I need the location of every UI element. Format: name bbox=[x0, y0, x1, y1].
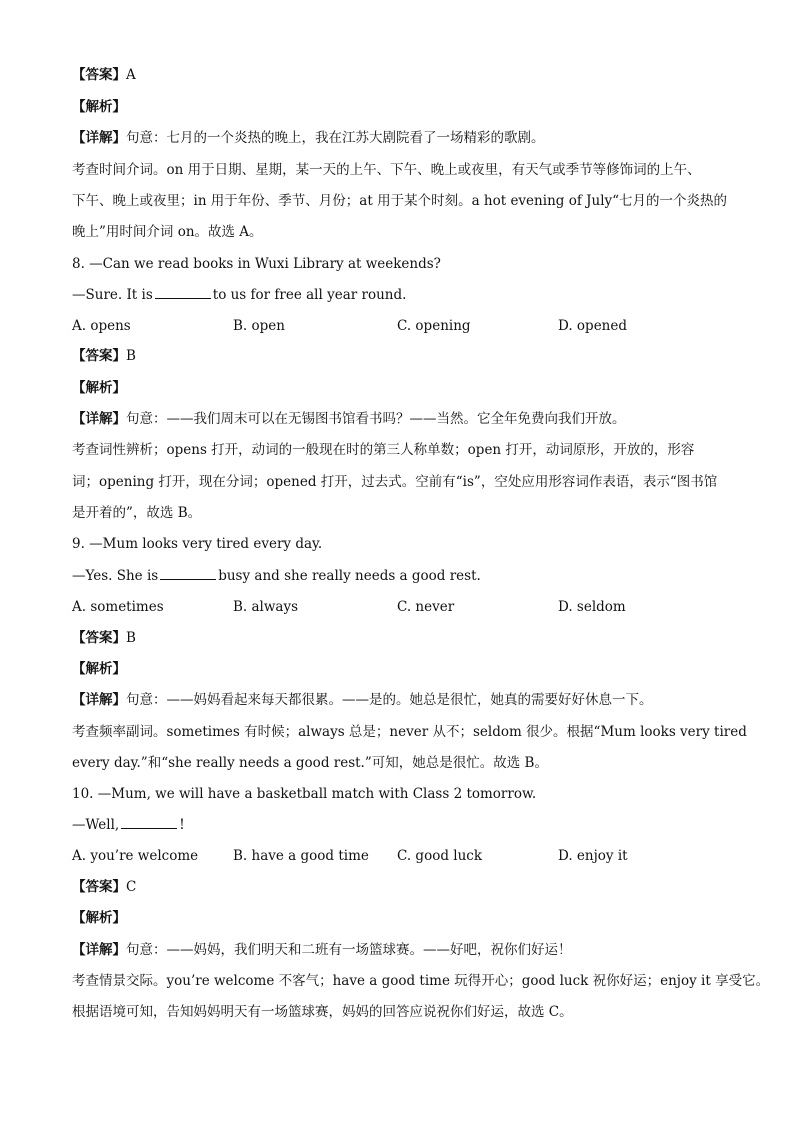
question-9: 9. —Mum looks very tired every day. bbox=[72, 536, 323, 552]
answer-label: 【答案】 bbox=[72, 630, 126, 646]
question-8-response bbox=[72, 285, 722, 305]
answer-line-10 bbox=[72, 877, 722, 897]
response-before: —Yes. She is bbox=[72, 568, 159, 584]
option-c: C. opening bbox=[397, 318, 471, 334]
response-before: —Sure. It is bbox=[72, 287, 153, 303]
option-d: D. opened bbox=[558, 318, 628, 334]
detail-text: 句意：——妈妈，我们明天和二班有一场篮球赛。——好吧，祝你们好运！ bbox=[126, 942, 572, 958]
explanation-line: 是开着的”，故选 B。 bbox=[72, 505, 202, 521]
detail-label: 【详解】 bbox=[72, 692, 126, 708]
option-c: C. never bbox=[397, 599, 455, 615]
explanation-line: 晚上”用时间介词 on。故选 A。 bbox=[72, 224, 263, 240]
detail-label: 【详解】 bbox=[72, 130, 126, 146]
detail-line-9 bbox=[72, 690, 722, 710]
analysis-label-9 bbox=[72, 659, 722, 679]
answer-blank bbox=[121, 816, 177, 829]
analysis-label: 【解析】 bbox=[72, 380, 126, 396]
answer-label: 【答案】 bbox=[72, 67, 126, 83]
analysis-label-7 bbox=[72, 97, 722, 117]
analysis-label: 【解析】 bbox=[72, 910, 126, 926]
answer-line-9 bbox=[72, 628, 722, 648]
explanation-line: 考查时间介词。on 用于日期、星期，某一天的上午、下午、晚上或夜里，有天气或季节等修饰词的上午、 bbox=[72, 162, 701, 178]
answer-value: B bbox=[126, 630, 136, 646]
option-c: C. good luck bbox=[397, 848, 483, 864]
response-after: to us for free all year round. bbox=[212, 287, 407, 303]
detail-line-8 bbox=[72, 409, 722, 429]
analysis-label-10 bbox=[72, 908, 722, 928]
option-a: A. you’re welcome bbox=[72, 848, 199, 864]
option-a: A. opens bbox=[72, 318, 131, 334]
analysis-label-8 bbox=[72, 378, 722, 398]
detail-label: 【详解】 bbox=[72, 411, 126, 427]
answer-blank bbox=[160, 567, 216, 580]
answer-line-8 bbox=[72, 346, 722, 366]
answer-line-7 bbox=[72, 65, 722, 85]
option-d: D. enjoy it bbox=[558, 848, 628, 864]
question-10-response bbox=[72, 815, 722, 835]
explanation-line: 考查情景交际。you’re welcome 不客气；have a good time 玩得开心；good luck 祝你好运；enjoy it 享受它。 bbox=[72, 973, 770, 989]
answer-label: 【答案】 bbox=[72, 879, 126, 895]
detail-text: 句意：七月的一个炎热的晚上，我在江苏大剧院看了一场精彩的歌剧。 bbox=[126, 130, 545, 146]
explanation-line: 考查词性辨析；opens 打开，动词的一般现在时的第三人称单数；open 打开，动词原形，开放的，形容 bbox=[72, 442, 695, 458]
detail-text: 句意：——妈妈看起来每天都很累。——是的。她总是很忙，她真的需要好好休息一下。 bbox=[126, 692, 653, 708]
response-before: —Well, bbox=[72, 817, 120, 833]
explanation-line: 考查频率副词。sometimes 有时候；always 总是；never 从不；seldom 很少。根据“Mum looks very tired bbox=[72, 724, 747, 740]
response-after: busy and she really needs a good rest. bbox=[218, 568, 481, 584]
question-8: 8. —Can we read books in Wuxi Library at weekends? bbox=[72, 256, 441, 272]
detail-line-7 bbox=[72, 128, 722, 148]
option-b: B. have a good time bbox=[233, 848, 369, 864]
detail-line-10 bbox=[72, 940, 722, 960]
answer-value: B bbox=[126, 348, 136, 364]
response-after: ! bbox=[179, 817, 185, 833]
detail-label: 【详解】 bbox=[72, 942, 126, 958]
answer-label: 【答案】 bbox=[72, 348, 126, 364]
option-a: A. sometimes bbox=[72, 599, 164, 615]
explanation-line: 根据语境可知，告知妈妈明天有一场篮球赛，妈妈的回答应说祝你们好运，故选 C。 bbox=[72, 1004, 573, 1020]
question-10: 10. —Mum, we will have a basketball match with Class 2 tomorrow. bbox=[72, 786, 537, 802]
explanation-line: 下午、晚上或夜里；in 用于年份、季节、月份；at 用于某个时刻。a hot evening of July“七月的一个炎热的 bbox=[72, 193, 728, 209]
analysis-label: 【解析】 bbox=[72, 661, 126, 677]
option-d: D. seldom bbox=[558, 599, 626, 615]
option-b: B. open bbox=[233, 318, 285, 334]
answer-value: A bbox=[126, 67, 136, 83]
option-b: B. always bbox=[233, 599, 299, 615]
explanation-line: every day.”和“she really needs a good rest.”可知，她总是很忙。故选 B。 bbox=[72, 755, 548, 771]
explanation-line: 词；opening 打开，现在分词；opened 打开，过去式。空前有“is”，空处应用形容词作表语，表示“图书馆 bbox=[72, 474, 718, 490]
detail-text: 句意：——我们周末可以在无锡图书馆看书吗？——当然。它全年免费向我们开放。 bbox=[126, 411, 626, 427]
question-9-response bbox=[72, 566, 722, 586]
answer-blank bbox=[155, 286, 211, 299]
answer-value: C bbox=[126, 879, 137, 895]
analysis-label: 【解析】 bbox=[72, 99, 126, 115]
